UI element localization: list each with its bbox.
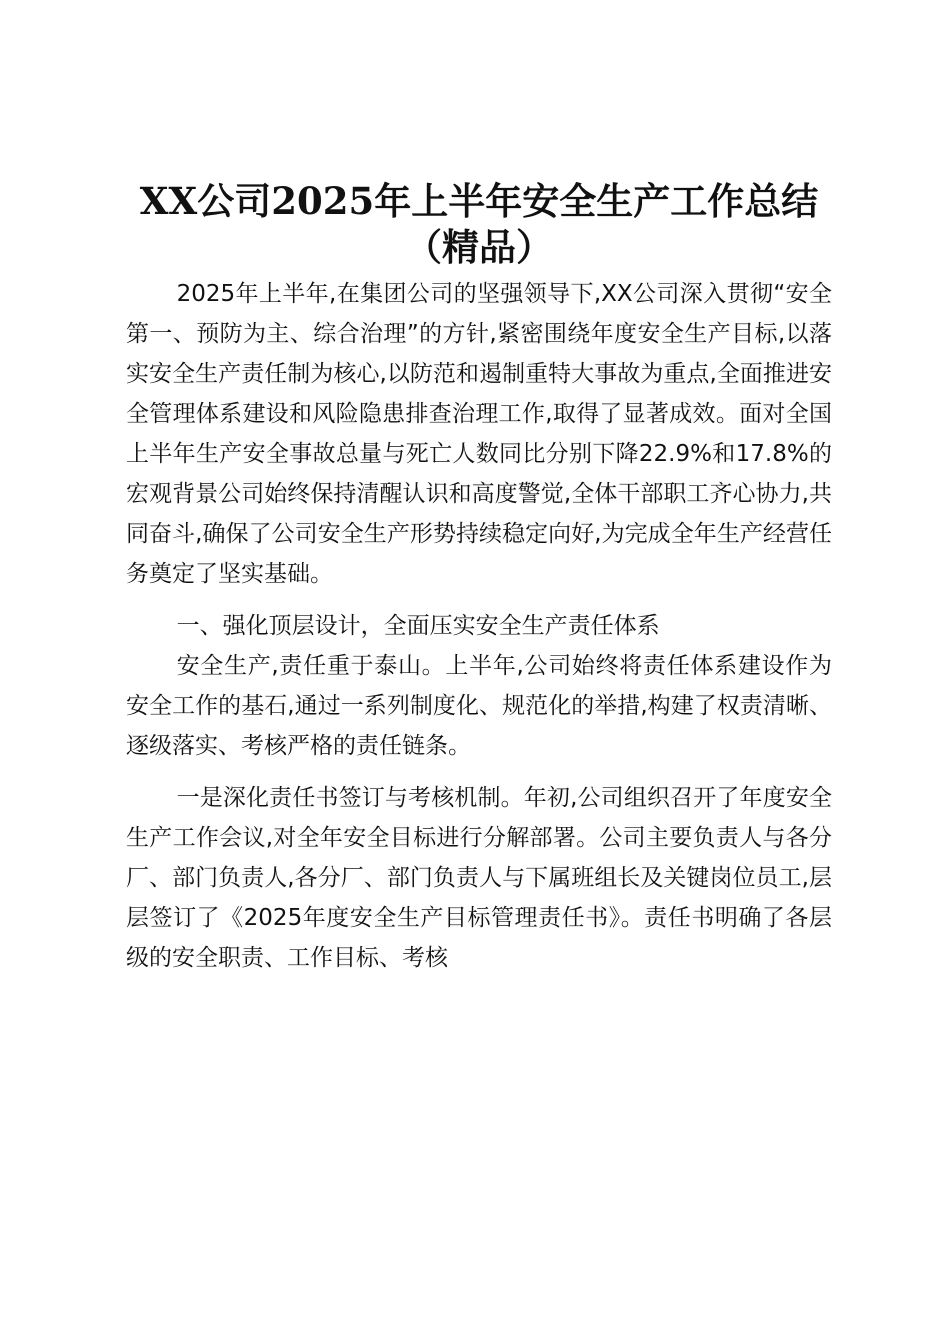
- section-heading: 一、强化顶层设计，全面压实安全生产责任体系: [176, 613, 660, 639]
- document-body: [126, 178, 832, 978]
- document-title: XX公司2025年上半年安全生产工作总结（精品）: [139, 179, 819, 269]
- intro-paragraph: 2025年上半年,在集团公司的坚强领导下,XX公司深入贯彻“安全第一、预防为主、综合治理”的方针,紧密围绕年度安全生产目标,以落实安全生产责任制为核心,以防范和遏制重特大事故为重点,全面推进安全管理体系建设和风险隐患排查治理工作,取得了显著成效。面对全国上半年生产安全事故总量与死亡人数同比分别下降22.9%和17.8%的宏观背景公司始终保持清醒认识和高度警觉,全体干部职工齐心协力,共同奋斗,确保了公司安全生产形势持续稳定向好,为完成全年生产经营任务奠定了坚实基础。: [126, 281, 832, 587]
- section-paragraph: 一是深化责任书签订与考核机制。年初,公司组织召开了年度安全生产工作会议,对全年安全目标进行分解部署。公司主要负责人与各分厂、部门负责人,各分厂、部门负责人与下属班组长及关键岗位员工,层层签订了《2025年度安全生产目标管理责任书》。责任书明确了各层级的安全职责、工作目标、考核: [126, 785, 832, 971]
- section-paragraph: 安全生产,责任重于泰山。上半年,公司始终将责任体系建设作为安全工作的基石,通过一系列制度化、规范化的举措,构建了权责清晰、逐级落实、考核严格的责任链条。: [126, 653, 832, 759]
